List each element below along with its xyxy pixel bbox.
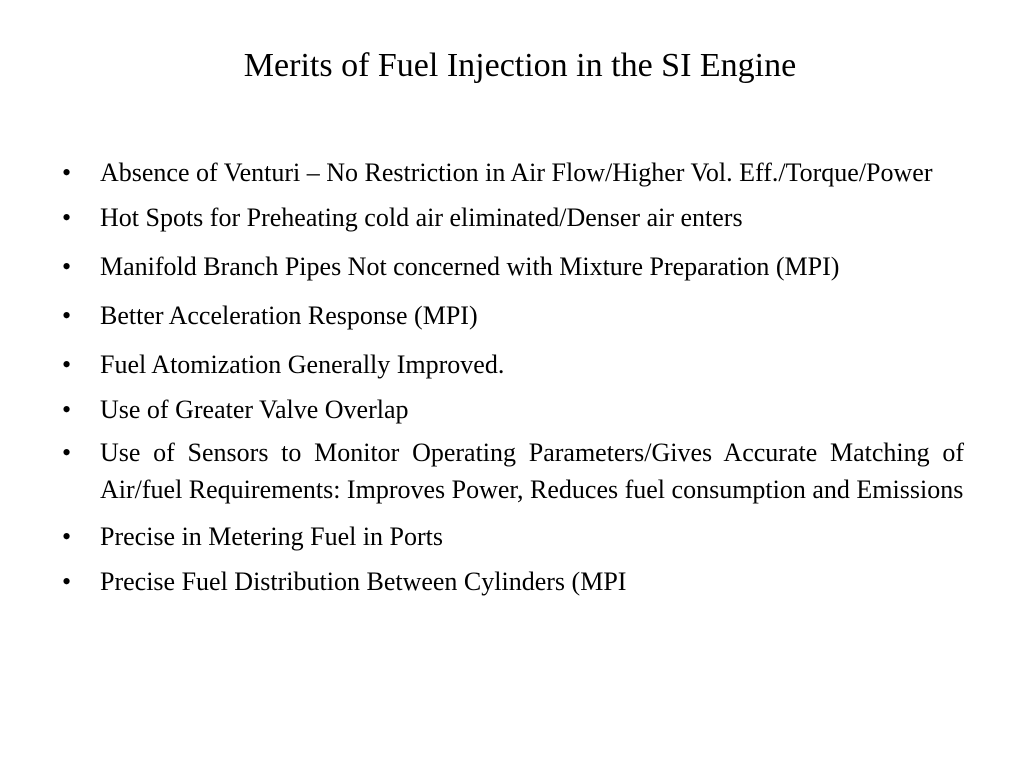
bullet-item: • Precise Fuel Distribution Between Cylinders (MPI [60, 561, 964, 602]
bullet-item: • Precise in Metering Fuel in Ports [60, 516, 964, 557]
bullet-item: • Fuel Atomization Generally Improved. [60, 344, 964, 385]
bullet-list [60, 152, 964, 602]
slide-title: Merits of Fuel Injection in the SI Engine [243, 47, 797, 84]
bullet-item: • Hot Spots for Preheating cold air eliminated/Denser air enters [60, 197, 964, 238]
bullet-item: • Absence of Venturi – No Restriction in Air Flow/Higher Vol. Eff./Torque/Power [60, 152, 964, 193]
bullet-item: • Use of Greater Valve Overlap [60, 389, 964, 430]
bullet-item: • Manifold Branch Pipes Not concerned with Mixture Preparation (MPI) [60, 246, 964, 287]
bullet-item: • Better Acceleration Response (MPI) [60, 295, 964, 336]
bullet-item: • Use of Sensors to Monitor Operating Parameters/Gives Accurate Matching of Air/fuel Requirements: Improves Power, Reduces fuel consumption and Emissions [60, 434, 964, 508]
